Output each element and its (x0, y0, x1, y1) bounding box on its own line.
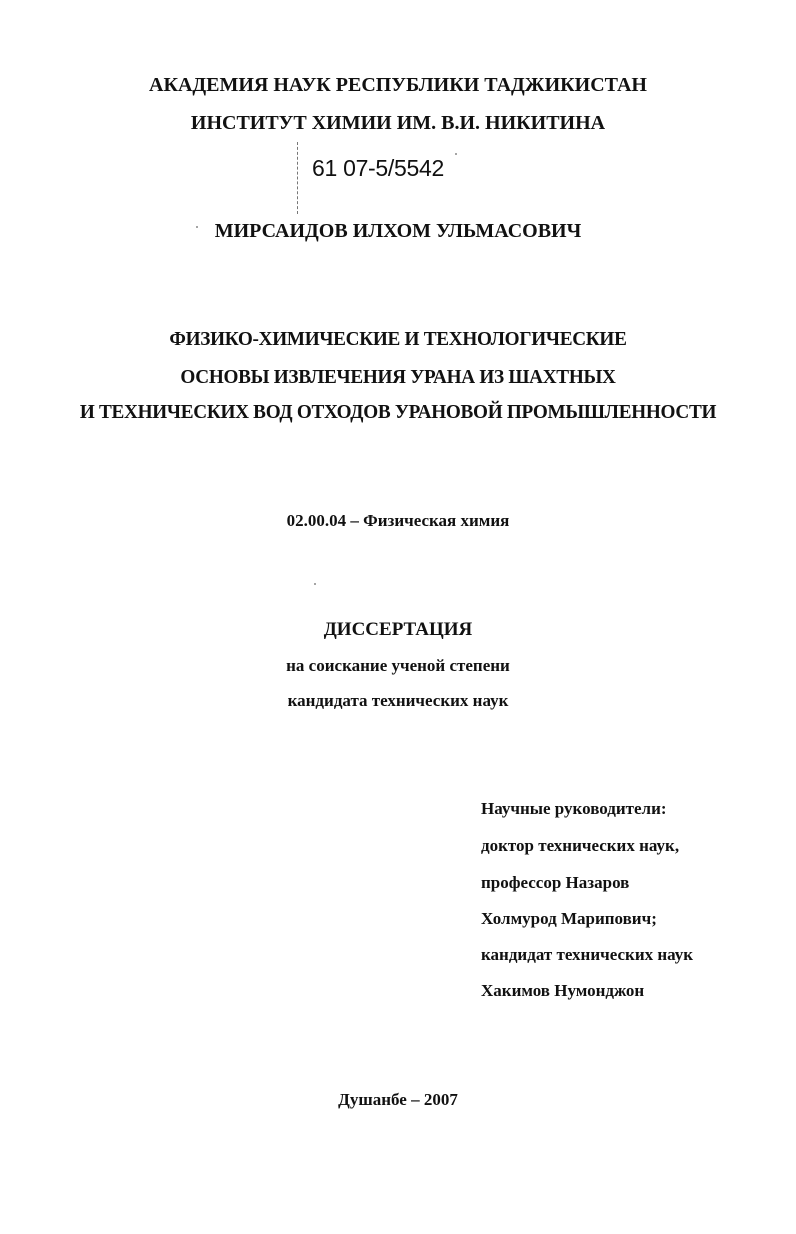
place-and-year: Душанбе – 2007 (338, 1090, 458, 1109)
degree-line-1: на соискание ученой степени (286, 656, 510, 675)
supervisors-heading: Научные руководители: (481, 799, 667, 818)
thesis-title-line-3: И ТЕХНИЧЕСКИХ ВОД ОТХОДОВ УРАНОВОЙ ПРОМЫШЛЕННОСТИ (79, 401, 717, 423)
specialty: 02.00.04 – Физическая химия (286, 511, 510, 530)
stamp-margin-rule (297, 142, 298, 214)
supervisor-line-5: Хакимов Нумонджон (481, 981, 645, 1000)
organization-name: АКАДЕМИЯ НАУК РЕСПУБЛИКИ ТАДЖИКИСТАН (149, 74, 647, 96)
supervisor-line-4: кандидат технических наук (481, 945, 694, 964)
author-name: МИРСАИДОВ ИЛХОМ УЛЬМАСОВИЧ (214, 220, 582, 242)
supervisor-line-1: доктор технических наук, (481, 836, 680, 855)
institute-name: ИНСТИТУТ ХИМИИ ИМ. В.И. НИКИТИНА (190, 112, 606, 134)
degree-line-2: кандидата технических наук (287, 691, 509, 710)
thesis-title-line-2: ОСНОВЫ ИЗВЛЕЧЕНИЯ УРАНА ИЗ ШАХТНЫХ (180, 366, 616, 388)
scan-speck (314, 583, 316, 585)
thesis-title-line-1: ФИЗИКО-ХИМИЧЕСКИЕ И ТЕХНОЛОГИЧЕСКИЕ (169, 328, 627, 350)
supervisor-line-2: профессор Назаров (481, 873, 630, 892)
catalog-stamp: 61 07-5/5542 (312, 155, 444, 181)
scan-speck (455, 153, 457, 155)
document-type: ДИССЕРТАЦИЯ (323, 619, 473, 640)
supervisor-line-3: Холмурод Марипович; (481, 909, 657, 928)
